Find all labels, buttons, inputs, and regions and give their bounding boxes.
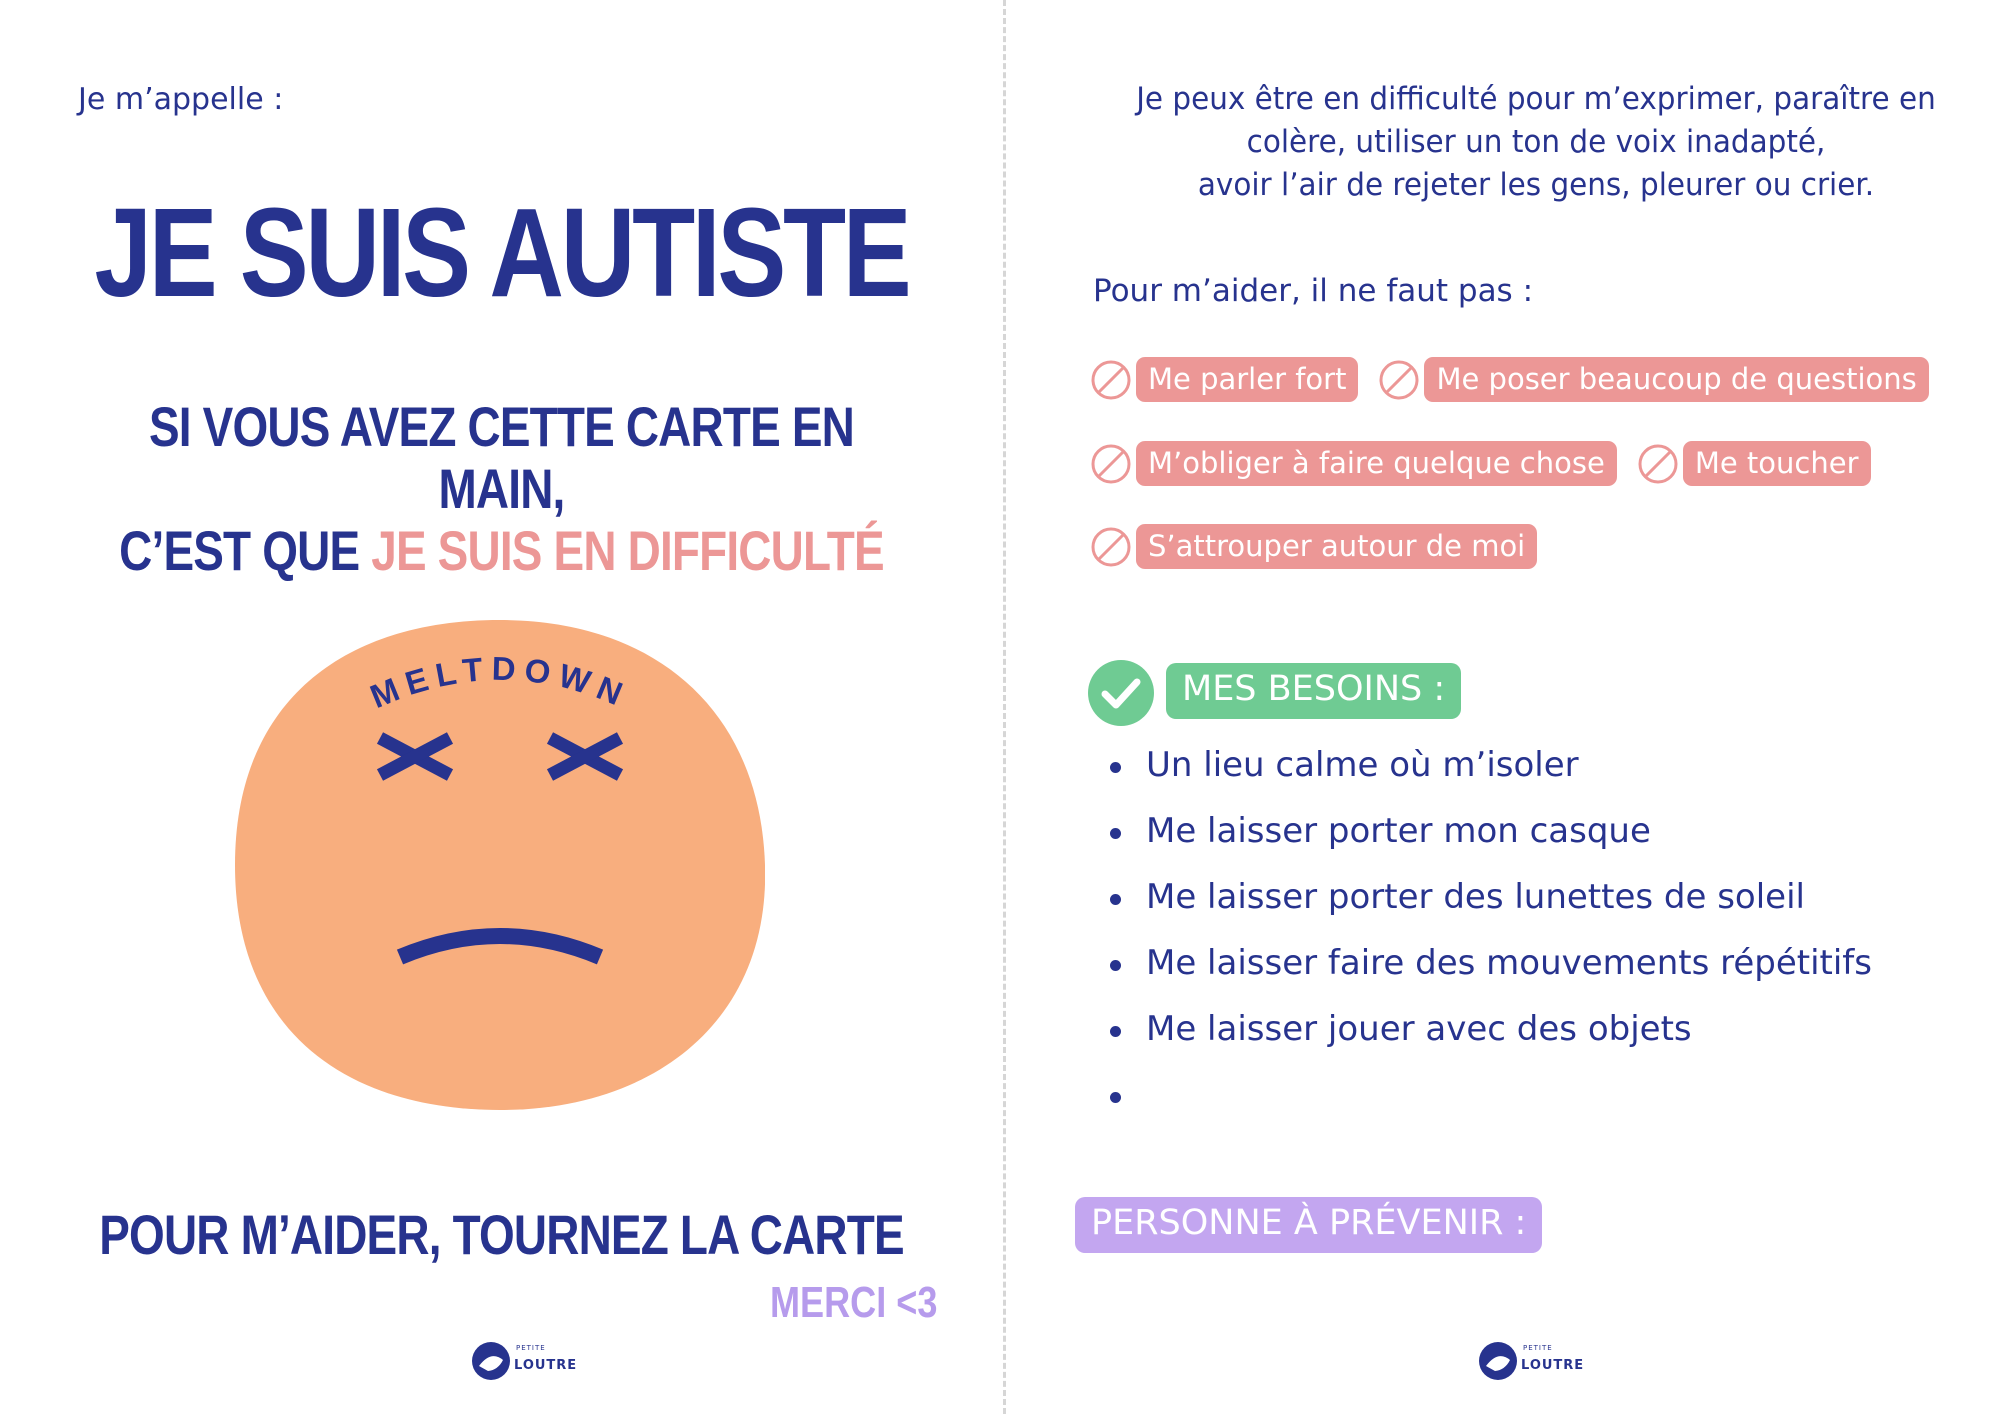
dont-list-label: Pour m’aider, il ne faut pas : [1093, 273, 1534, 309]
list-item: Me laisser jouer avec des objets [1110, 1004, 1872, 1070]
dont-chip: S’attrouper autour de moi [1136, 524, 1537, 569]
list-item: Me laisser porter des lunettes de soleil [1110, 872, 1872, 938]
needs-list [1110, 740, 1872, 1136]
intro-line-1: Je peux être en difficulté pour m’exprimer, paraître en [1136, 81, 1936, 117]
meltdown-label: MELTDOWN [364, 649, 636, 716]
meltdown-face-illustration [235, 600, 765, 1120]
otter-logo-icon [1477, 1340, 1519, 1382]
thanks-text: MERCI <3 [770, 1278, 938, 1327]
logo-text-small: PETITE [516, 1344, 546, 1352]
ban-icon [1637, 443, 1679, 485]
name-label: Je m’appelle : [78, 82, 284, 117]
needs-title: MES BESOINS : [1166, 663, 1461, 719]
dont-chip: Me poser beaucoup de questions [1424, 357, 1928, 402]
dont-row-1 [1090, 357, 1949, 402]
headline: JE SUIS AUTISTE [94, 182, 909, 323]
page-divider [1003, 0, 1006, 1414]
ban-icon [1090, 359, 1132, 401]
intro-line-3: avoir l’air de rejeter les gens, pleurer ou crier. [1197, 167, 1875, 203]
face-shape [235, 620, 765, 1110]
brand-logo [1477, 1340, 1585, 1386]
dont-row-3 [1090, 524, 1557, 569]
logo-text-big: LOUTRE [514, 1358, 578, 1373]
list-item: Me laisser faire des mouvements répétitifs [1110, 938, 1872, 1004]
logo-text-small: PETITE [1523, 1344, 1553, 1352]
intro-line-2: colère, utiliser un ton de voix inadapté, [1246, 124, 1826, 160]
subtitle-line-2-start: C’EST QUE [119, 519, 372, 582]
emergency-contact-label: PERSONNE À PRÉVENIR : [1075, 1197, 1542, 1253]
subtitle-line-1: SI VOUS AVEZ CETTE CARTE EN MAIN, [148, 395, 854, 520]
brand-logo [470, 1340, 578, 1386]
turn-card-instruction: POUR M’AIDER, TOURNEZ LA CARTE [99, 1203, 904, 1266]
subtitle [90, 396, 912, 582]
dont-chip: M’obliger à faire quelque chose [1136, 441, 1617, 486]
intro-paragraph [1080, 78, 1992, 207]
checkmark-icon [1088, 660, 1154, 726]
dont-row-2 [1090, 441, 1891, 486]
subtitle-highlight: JE SUIS EN DIFFICULTÉ [371, 519, 884, 582]
ban-icon [1090, 526, 1132, 568]
ban-icon [1378, 359, 1420, 401]
dont-chip: Me parler fort [1136, 357, 1358, 402]
subtitle-line-2 [90, 520, 912, 582]
dont-chip: Me toucher [1683, 441, 1871, 486]
list-item: Me laisser porter mon casque [1110, 806, 1872, 872]
list-item: Un lieu calme où m’isoler [1110, 740, 1872, 806]
otter-logo-icon [470, 1340, 512, 1382]
list-item-empty[interactable] [1110, 1070, 1872, 1136]
ban-icon [1090, 443, 1132, 485]
logo-text-big: LOUTRE [1521, 1358, 1585, 1373]
